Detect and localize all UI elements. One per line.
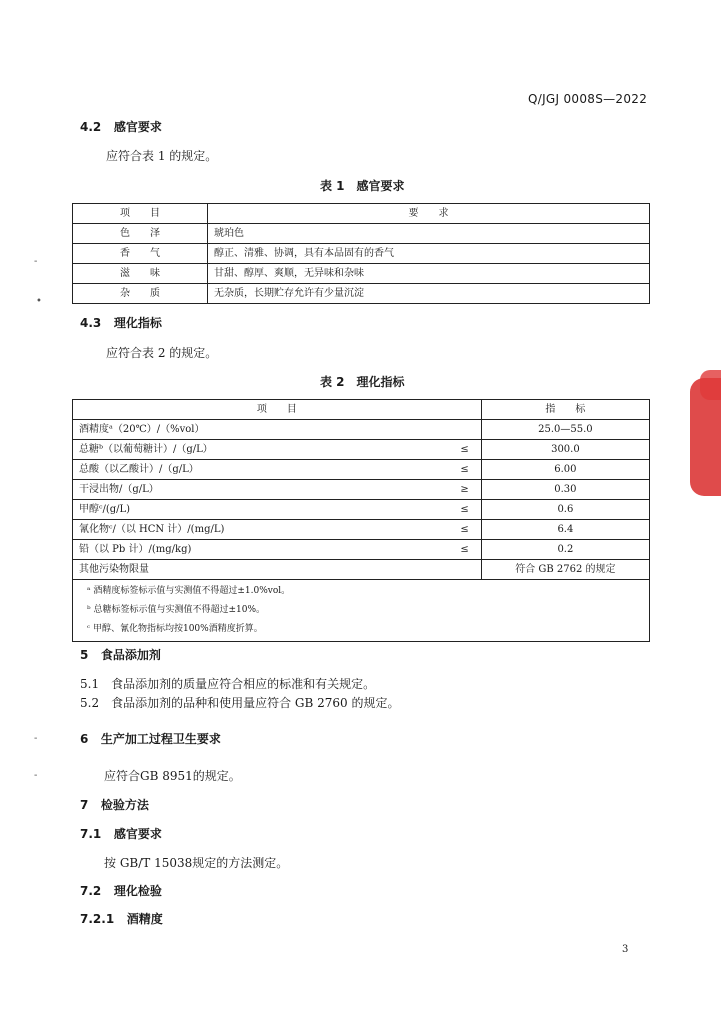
table-1-header-item: 项 目 — [73, 204, 208, 224]
table-2-header-indicator: 指 标 — [481, 400, 649, 420]
section-6-text: 应符合GB 8951的规定。 — [104, 769, 241, 783]
table-cell: 琥珀色 — [208, 224, 650, 244]
table-cell: 色 泽 — [73, 224, 208, 244]
table-row — [73, 440, 650, 460]
table-2-header-item: 项 目 — [73, 400, 482, 420]
section-4-3-text: 应符合表 2 的规定。 — [106, 346, 218, 360]
table-cell: 25.0—55.0 — [481, 420, 649, 440]
table-cell: ≤ — [443, 440, 482, 460]
table-notes-row — [73, 580, 650, 642]
section-7-1-heading — [80, 825, 162, 842]
section-6-number: 6 — [80, 732, 89, 746]
section-4-2-text: 应符合表 1 的规定。 — [106, 149, 218, 163]
section-7-2-1-number: 7.2.1 — [80, 912, 115, 926]
section-5-heading — [80, 646, 161, 663]
section-4-2-number: 4.2 — [80, 120, 102, 134]
section-5-title: 食品添加剂 — [100, 648, 161, 662]
standard-number: Q/JGJ 0008S—2022 — [528, 92, 648, 106]
section-4-3-number: 4.3 — [80, 316, 102, 330]
table-cell: 0.6 — [481, 500, 649, 520]
page-number: 3 — [622, 944, 629, 955]
table-row — [73, 520, 650, 540]
section-5-number: 5 — [80, 648, 89, 662]
table-cell: ≤ — [443, 500, 482, 520]
table-1-caption: 表 1 感官要求 — [320, 179, 405, 193]
table-cell: 6.00 — [481, 460, 649, 480]
table-cell: ≤ — [443, 540, 482, 560]
table-cell: 氰化物ᶜ/（以 HCN 计）/(mg/L) — [73, 520, 443, 540]
section-7-number: 7 — [80, 798, 89, 812]
table-row — [73, 540, 650, 560]
table-cell: ≤ — [443, 520, 482, 540]
section-7-2-number: 7.2 — [80, 884, 102, 898]
table-cell: 0.2 — [481, 540, 649, 560]
section-7-1-number: 7.1 — [80, 827, 102, 841]
section-4-2-title: 感官要求 — [113, 120, 162, 134]
section-4-3-title: 理化指标 — [113, 316, 162, 330]
section-7-2-heading — [80, 882, 162, 899]
table-row — [73, 500, 650, 520]
table-2 — [72, 399, 650, 642]
table-row — [73, 560, 650, 580]
table-cell: 总酸（以乙酸计）/（g/L） — [73, 460, 443, 480]
section-7-1-text: 按 GB/T 15038规定的方法测定。 — [104, 856, 289, 870]
table-cell: 甘甜、醇厚、爽顺，无异味和杂味 — [208, 264, 650, 284]
table-cell: 干浸出物/（g/L） — [73, 480, 443, 500]
table-cell: 其他污染物限量 — [73, 560, 443, 580]
table-row — [73, 264, 650, 284]
table-row — [73, 400, 650, 420]
table-cell: ≤ — [443, 460, 482, 480]
table-cell: 符合 GB 2762 的规定 — [481, 560, 649, 580]
table-cell: 6.4 — [481, 520, 649, 540]
table-note: ᵇ 总糖标签标示值与实测值不得超过±10%。 — [87, 605, 266, 615]
table-cell: ≥ — [443, 480, 482, 500]
table-cell: 总糖ᵇ（以葡萄糖计）/（g/L） — [73, 440, 443, 460]
table-row — [73, 420, 650, 440]
section-4-3-heading — [80, 314, 162, 331]
section-4-2-heading — [80, 118, 162, 135]
table-cell: 滋 味 — [73, 264, 208, 284]
table-row — [73, 204, 650, 224]
table-cell: 醇正、清雅、协调，具有本品固有的香气 — [208, 244, 650, 264]
table-cell — [443, 560, 482, 580]
table-cell: 铅（以 Pb 计）/(mg/kg) — [73, 540, 443, 560]
table-2-caption: 表 2 理化指标 — [320, 375, 405, 389]
section-5-2-text: 5.2 食品添加剂的品种和使用量应符合 GB 2760 的规定。 — [80, 696, 400, 710]
table-cell: 0.30 — [481, 480, 649, 500]
table-2-notes — [73, 580, 650, 642]
table-cell: 杂 质 — [73, 284, 208, 304]
section-7-2-title: 理化检验 — [113, 884, 162, 898]
table-note: ᵃ 酒精度标签标示值与实测值不得超过±1.0%vol。 — [87, 586, 291, 596]
table-note: ᶜ 甲醇、氰化物指标均按100%酒精度折算。 — [87, 624, 263, 634]
table-1-header-requirement: 要 求 — [208, 204, 650, 224]
section-7-1-title: 感官要求 — [113, 827, 162, 841]
scan-mark: • — [36, 296, 42, 307]
table-cell — [443, 420, 482, 440]
section-5-1-text: 5.1 食品添加剂的质量应符合相应的标准和有关规定。 — [80, 677, 376, 691]
table-row — [73, 284, 650, 304]
table-row — [73, 480, 650, 500]
section-7-2-1-heading — [80, 910, 163, 927]
table-1 — [72, 203, 650, 304]
table-row — [73, 460, 650, 480]
section-7-title: 检验方法 — [100, 798, 149, 812]
table-cell: 300.0 — [481, 440, 649, 460]
table-cell: 香 气 — [73, 244, 208, 264]
table-row — [73, 224, 650, 244]
red-seal-fragment-top — [700, 370, 721, 400]
section-6-title: 生产加工过程卫生要求 — [100, 732, 221, 746]
table-cell: 无杂质，长期贮存允许有少量沉淀 — [208, 284, 650, 304]
scan-mark: - — [34, 733, 38, 744]
section-6-heading — [80, 730, 221, 747]
scan-mark: - — [34, 770, 38, 781]
section-7-heading — [80, 796, 149, 813]
table-row — [73, 244, 650, 264]
table-cell: 酒精度ᵃ（20℃）/（%vol） — [73, 420, 443, 440]
table-cell: 甲醇ᶜ/(g/L) — [73, 500, 443, 520]
scan-mark: - — [34, 256, 38, 267]
section-7-2-1-title: 酒精度 — [126, 912, 163, 926]
